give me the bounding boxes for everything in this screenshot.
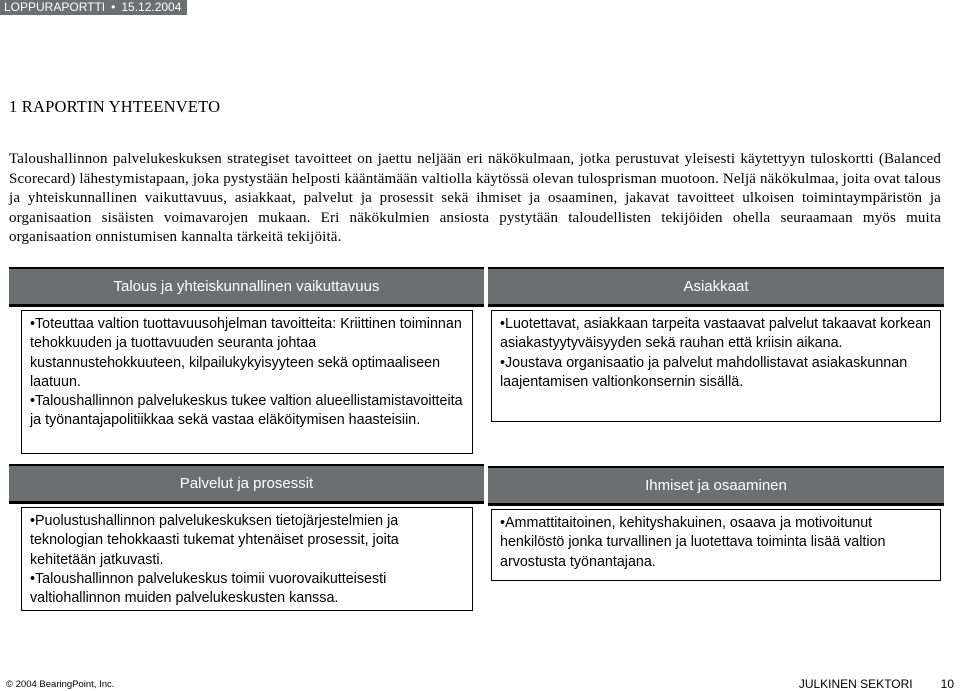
palvelut-box-title: Palvelut ja prosessit	[9, 464, 484, 504]
ihmiset-box-title: Ihmiset ja osaaminen	[488, 466, 944, 506]
footer-right	[799, 677, 954, 691]
list-item: •Puolustushallinnon palvelukeskuksen tietojärjestelmien ja teknologian tehokkaasti tukemat yhtenäiset prosessit, joita kehitetään jatkuvasti.	[30, 513, 399, 568]
footer-copyright: © 2004 BearingPoint, Inc.	[6, 679, 115, 690]
report-title: LOPPURAPORTTI	[4, 0, 106, 14]
list-item: •Ammattitaitoinen, kehityshakuinen, osaava ja motivoitunut henkilöstö jonka turvallinen ja luotettava toiminta lisää valtion arvostusta työnantajana.	[500, 515, 886, 570]
section-title: 1 RAPORTIN YHTEENVETO	[9, 97, 221, 116]
report-date: 15.12.2004	[121, 0, 182, 14]
list-item: •Taloushallinnon palvelukeskus tukee valtion alueellistamistavoitteita ja työnantajapolitiikkaa sekä vastaa eläköitymisen haasteisiin.	[30, 393, 463, 429]
list-item: •Luotettavat, asiakkaan tarpeita vastaavat palvelut takaavat korkean asiakastyytyväisyyden sekä rauhan että kriisin aikana.	[500, 316, 932, 352]
document-header	[0, 0, 187, 15]
intro-paragraph: Taloushallinnon palvelukeskuksen strategiset tavoitteet on jaettu neljään eri näkökulmaan, jotka perustuvat yleisesti käytettyyn tuloskortti (Balanced Scorecard) lähestymistapaan, joka pystystään helposti kääntämään valtiolla käytössä olevan tulosprisman muotoon. Neljä näkökulmaa, joita ovat talous ja yhteiskunnallinen vaikuttavuus, asiakkaat, palvelut ja prosessit sekä ihmiset ja osaaminen, jakavat tavoitteet ulkoisen toimintaympäristön ja organisaation sisäisten voimavarojen mukaan. Eri näkökulmien ansiosta pystytään taloudellisten tekijöiden ohella seuraamaan myös muita organisaation onnistumisen kannalta tärkeitä tekijöitä.	[9, 151, 941, 245]
palvelut-box-body	[21, 507, 473, 611]
list-item: •Taloushallinnon palvelukeskus toimii vuorovaikutteisesti valtiohallinnon muiden palvelukeskusten kanssa.	[30, 570, 387, 607]
talous-box-title: Talous ja yhteiskunnallinen vaikuttavuus	[9, 267, 484, 307]
page-number: 10	[940, 677, 954, 691]
footer-sector: JULKINEN SEKTORI	[798, 677, 913, 691]
asiakkaat-box-title: Asiakkaat	[488, 267, 944, 307]
header-bullet: •	[111, 0, 116, 14]
asiakkaat-box-body	[491, 310, 941, 422]
talous-box-body	[21, 310, 473, 454]
ihmiset-box-body	[491, 509, 941, 581]
list-item: •Toteuttaa valtion tuottavuusohjelman tavoitteita: Kriittinen toiminnan tehokkuuden ja tuottavuuden seuranta johtaa kustannustehokkuuteen, kilpailukykyisyyteen sekä optimaaliseen laatuun.	[30, 316, 462, 390]
list-item: •Joustava organisaatio ja palvelut mahdollistavat asiakaskunnan laajentamisen valtionkonsernin sisällä.	[500, 354, 908, 390]
